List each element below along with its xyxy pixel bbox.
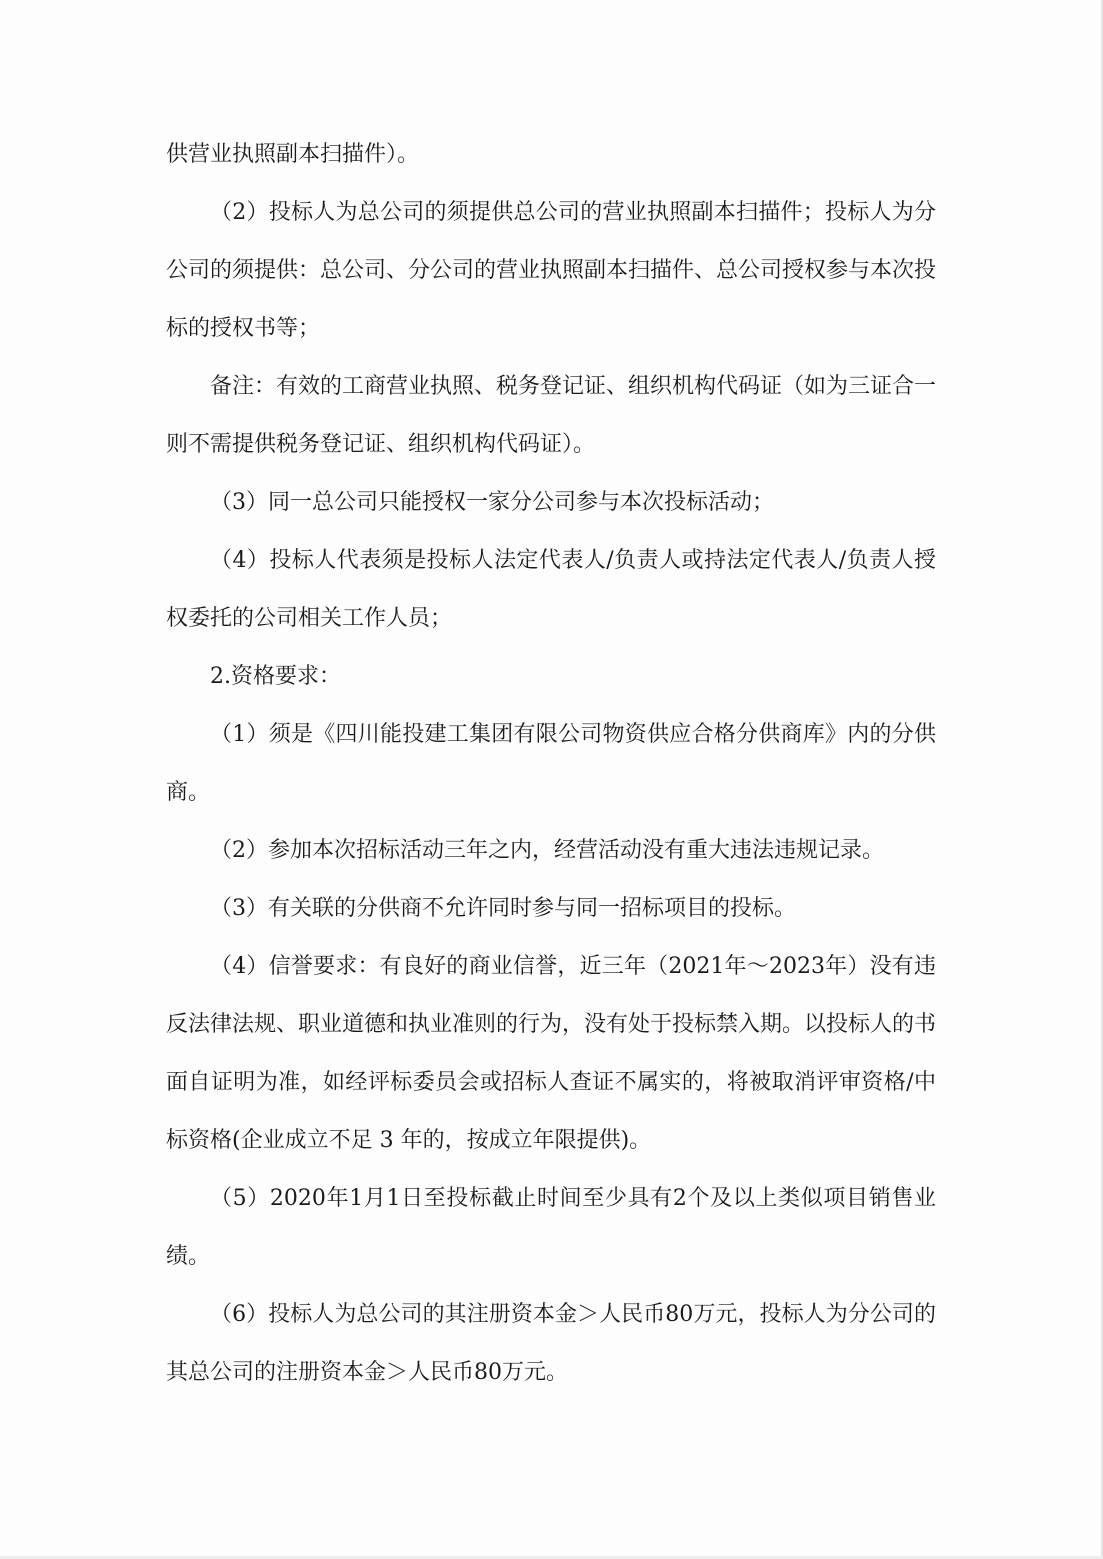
paragraph-remark: 备注：有效的工商营业执照、税务登记证、组织机构代码证（如为三证合一则不需提供税务登记证、组织机构代码证）。 [166,374,937,457]
paragraph-item-3-authorization: （3）同一总公司只能授权一家分公司参与本次投标活动； [210,490,774,515]
paragraph-qual-4-reputation: （4）信誉要求：有良好的商业信誉，近三年（2021年～2023年）没有违反法律法规、职业道德和执业准则的行为，没有处于投标禁入期。以投标人的书面自证明为准，如经评标委员会或招标人查证不属实的，将被取消评审资格/中标资格(企业成立不足 3 年的，按成立年限提供)。 [166,954,937,1153]
section-heading-qualification: 2.资格要求： [210,664,341,689]
paragraph-item-4-representative: （4）投标人代表须是投标人法定代表人/负责人或持法定代表人/负责人授权委托的公司相关工作人员； [166,548,936,631]
paragraph-qual-1-supplier-library: （1）须是《四川能投建工集团有限公司物资供应合格分供商库》内的分供商。 [166,722,936,805]
paragraph-qual-2-no-violation: （2）参加本次招标活动三年之内，经营活动没有重大违法违规记录。 [210,838,884,863]
paragraph-qual-5-performance: （5）2020年1月1日至投标截止时间至少具有2个及以上类似项目销售业绩。 [166,1186,936,1269]
paragraph-qual-6-capital: （6）投标人为总公司的其注册资本金＞人民币80万元，投标人为分公司的其总公司的注册资本金＞人民币80万元。 [166,1302,936,1385]
paragraph-qual-3-related-parties: （3）有关联的分供商不允许同时参与同一招标项目的投标。 [210,896,796,921]
paragraph-continuation: 供营业执照副本扫描件）。 [166,142,420,167]
document-body [166,126,936,1402]
paragraph-item-2-head-office: （2）投标人为总公司的须提供总公司的营业执照副本扫描件；投标人为分公司的须提供：总公司、分公司的营业执照副本扫描件、总公司授权参与本次投标的授权书等； [166,200,937,341]
